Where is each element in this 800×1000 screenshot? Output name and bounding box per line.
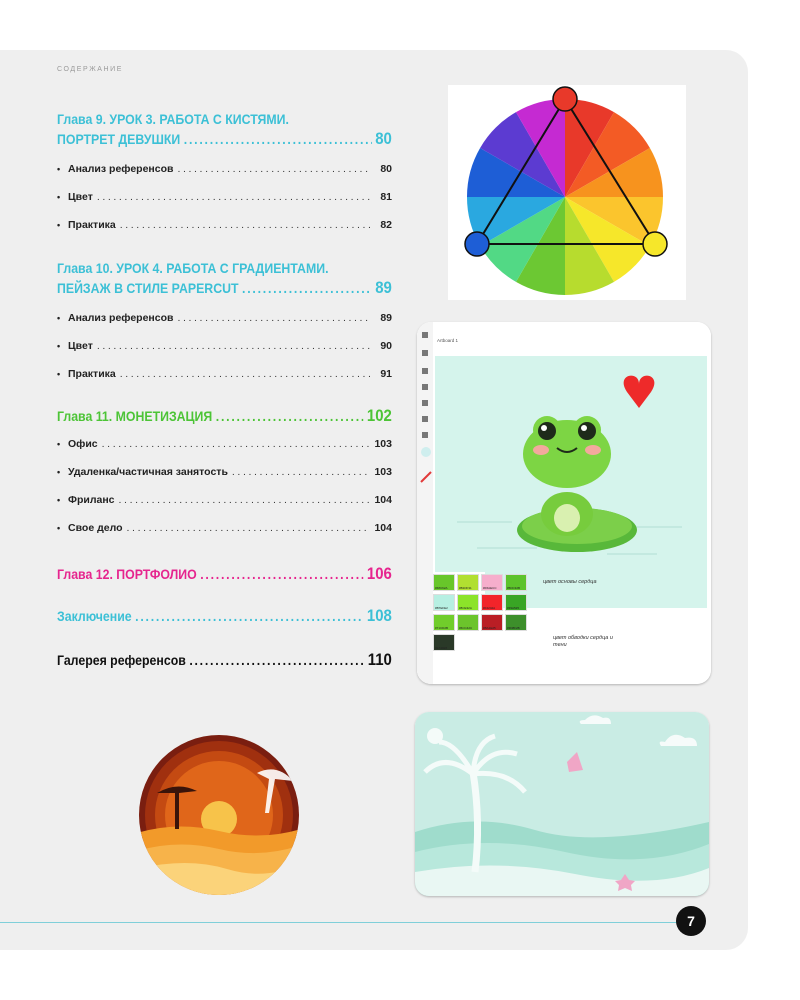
color-swatch xyxy=(433,614,455,631)
color-swatch xyxy=(457,574,479,591)
swatch-hex-label: #2A3928 xyxy=(435,646,448,650)
color-swatch xyxy=(505,614,527,631)
swatch-hex-label: #B1DF31 xyxy=(459,586,472,590)
bullet: • xyxy=(57,220,61,230)
dot-leader xyxy=(127,514,370,542)
frog-illustrator-screenshot xyxy=(417,322,711,684)
toc-item-page: 103 xyxy=(374,466,392,478)
swatch-hex-label: #68C62A xyxy=(435,586,448,590)
bullet: • xyxy=(57,523,61,533)
conclusion-title: Заключение xyxy=(57,608,132,624)
toc-item-label: Удаленка/частичная занятость xyxy=(68,466,228,478)
swatch-hex-label: #F6AECC xyxy=(483,586,497,590)
toc-conclusion[interactable] xyxy=(57,606,392,626)
swatch-hex-label: #BA1E25 xyxy=(483,626,496,630)
chapter-11-page: 102 xyxy=(366,406,392,425)
toc-item-page: 81 xyxy=(380,191,392,203)
color-swatch xyxy=(481,614,503,631)
dot-leader xyxy=(184,130,372,149)
dot-leader xyxy=(177,155,370,183)
toc-item[interactable] xyxy=(57,211,392,239)
dot-leader xyxy=(120,360,370,388)
swatch-hex-label: #B7EFE2 xyxy=(435,606,448,610)
color-swatch xyxy=(433,594,455,611)
swatch-hex-label: #5DC32B xyxy=(507,586,521,590)
color-swatch xyxy=(433,634,455,651)
swatch-hex-label: #6CC42C xyxy=(459,626,473,630)
bullet: • xyxy=(57,313,61,323)
toc-item-label: Фриланс xyxy=(68,494,115,506)
toc-item[interactable] xyxy=(57,430,392,458)
swatch-hex-label: #8CE32A xyxy=(459,606,472,610)
bullet: • xyxy=(57,164,61,174)
toc-item-label: Практика xyxy=(68,368,116,380)
toc-item[interactable] xyxy=(57,304,392,332)
tool-icon xyxy=(422,332,428,338)
gallery-page: 110 xyxy=(367,650,392,669)
toc-item-label: Цвет xyxy=(68,340,93,352)
color-wheel-illustration xyxy=(448,85,686,300)
toc-chapter-10[interactable] xyxy=(57,259,392,298)
swatch-hex-label: #3D8F2B xyxy=(507,626,520,630)
color-swatch xyxy=(481,594,503,611)
swatch-hex-label: #39A525 xyxy=(507,606,520,610)
dot-leader xyxy=(216,407,364,426)
table-of-contents xyxy=(57,110,392,670)
footer-rule xyxy=(0,922,680,923)
color-swatch xyxy=(457,614,479,631)
dot-leader xyxy=(242,279,372,298)
bullet: • xyxy=(57,495,61,505)
chapter-12-title: Глава 12. ПОРТФОЛИО xyxy=(57,566,197,582)
chapter-12-page: 106 xyxy=(366,564,392,583)
color-swatch xyxy=(457,594,479,611)
toc-item[interactable] xyxy=(57,458,392,486)
page-number-badge: 7 xyxy=(676,906,706,936)
toc-item-page: 82 xyxy=(380,219,392,231)
toc-chapter-9[interactable] xyxy=(57,110,392,149)
toc-gallery[interactable] xyxy=(57,650,392,670)
toc-item-page: 91 xyxy=(380,368,392,380)
toc-item[interactable] xyxy=(57,486,392,514)
toc-item-page: 90 xyxy=(380,340,392,352)
chapter-10-page: 89 xyxy=(375,278,392,297)
color-swatch xyxy=(505,594,527,611)
toc-item[interactable] xyxy=(57,514,392,542)
dot-leader xyxy=(119,486,370,514)
toc-item-page: 104 xyxy=(374,494,392,506)
toc-item-label: Офис xyxy=(68,438,98,450)
dot-leader xyxy=(97,332,370,360)
toc-item-page: 103 xyxy=(374,438,392,450)
color-swatch xyxy=(433,574,455,591)
dot-leader xyxy=(232,458,370,486)
artboard-label: Artboard 1 xyxy=(437,338,459,343)
toc-item[interactable] xyxy=(57,360,392,388)
chapter-9-title-line2: ПОРТРЕТ ДЕВУШКИ xyxy=(57,131,181,147)
toc-item-page: 80 xyxy=(380,163,392,175)
toc-item-label: Анализ референсов xyxy=(68,312,174,324)
toc-item[interactable] xyxy=(57,183,392,211)
dot-leader xyxy=(120,211,370,239)
running-header: СОДЕРЖАНИЕ xyxy=(57,66,124,73)
dot-leader xyxy=(102,430,370,458)
toc-item[interactable] xyxy=(57,155,392,183)
toc-item-label: Цвет xyxy=(68,191,93,203)
bullet: • xyxy=(57,467,61,477)
heart-outline-color-note: цвет обводки сердца и тени xyxy=(553,635,613,648)
conclusion-page: 108 xyxy=(366,606,392,625)
chapter-9-title-line1: Глава 9. УРОК 3. РАБОТА С КИСТЯМИ. xyxy=(57,111,289,127)
bullet: • xyxy=(57,369,61,379)
chapter-10-title-line1: Глава 10. УРОК 4. РАБОТА С ГРАДИЕНТАМИ. xyxy=(57,260,329,276)
toc-item-page: 104 xyxy=(374,522,392,534)
toc-item-label: Практика xyxy=(68,219,116,231)
toc-item-label: Анализ референсов xyxy=(68,163,174,175)
color-swatch xyxy=(505,574,527,591)
toc-item-label: Свое дело xyxy=(68,522,123,534)
swatch-hex-label: #71CD2B xyxy=(435,626,449,630)
toc-chapter-11[interactable] xyxy=(57,406,392,426)
dot-leader xyxy=(200,565,363,584)
dot-leader xyxy=(97,183,370,211)
toc-item-page: 89 xyxy=(380,312,392,324)
swatch-hex-label: #F2242A xyxy=(483,606,496,610)
chapter-11-title: Глава 11. МОНЕТИЗАЦИЯ xyxy=(57,408,213,424)
papercut-sunset-illustration xyxy=(137,733,301,897)
toc-chapter-12[interactable] xyxy=(57,564,392,584)
papercut-beach-illustration xyxy=(415,712,709,896)
dot-leader xyxy=(135,607,363,626)
dot-leader xyxy=(189,651,364,670)
bullet: • xyxy=(57,192,61,202)
bullet: • xyxy=(57,439,61,449)
heart-base-color-note: цвет основы сердца xyxy=(543,579,597,585)
color-swatch xyxy=(481,574,503,591)
dot-leader xyxy=(177,304,370,332)
bullet: • xyxy=(57,341,61,351)
gallery-title: Галерея референсов xyxy=(57,652,186,668)
toc-item[interactable] xyxy=(57,332,392,360)
chapter-9-page: 80 xyxy=(375,129,392,148)
chapter-10-title-line2: ПЕЙЗАЖ В СТИЛЕ PAPERCUT xyxy=(57,280,239,296)
